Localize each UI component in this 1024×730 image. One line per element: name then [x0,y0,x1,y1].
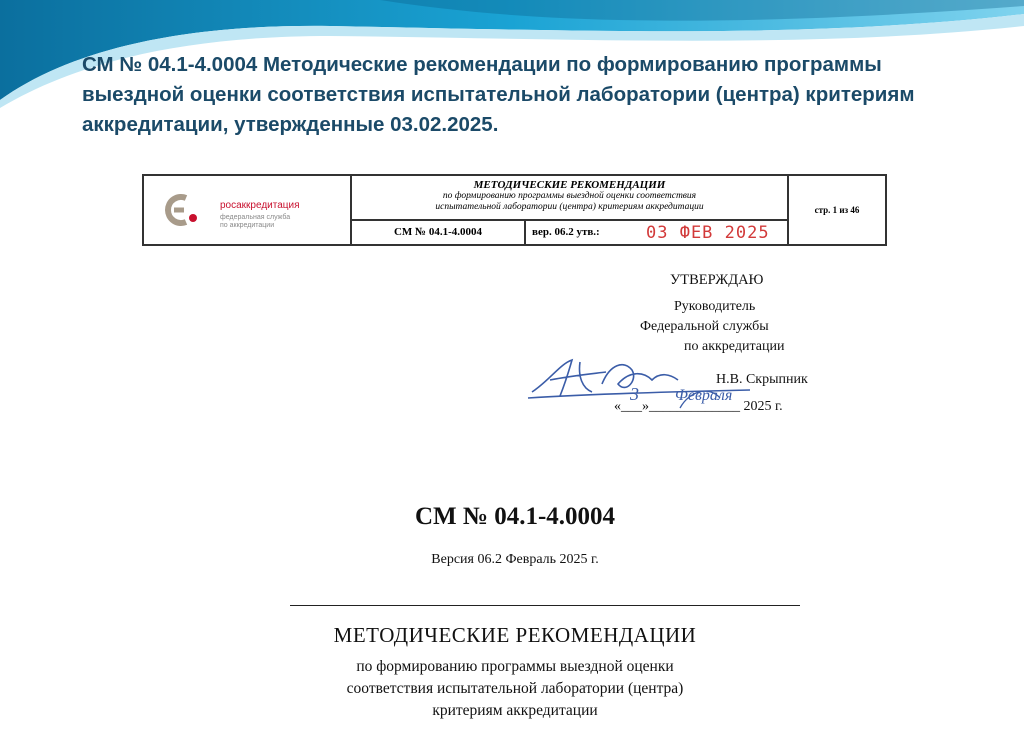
title-divider [290,605,800,606]
slide-title: СМ № 04.1-4.0004 Методические рекомендации по формированию программы выездной оценки соответствия испытательной лаборатории (центра) критериям аккредитации, утвержденные 03.02.2025. [82,53,915,136]
document-number: СМ № 04.1-4.0004 [414,503,616,530]
header-document-kind: МЕТОДИЧЕСКИЕ РЕКОМЕНДАЦИИ [473,179,666,191]
document-subject-line-3: критериям аккредитации [432,702,598,719]
header-version: вер. 06.2 утв.: [532,226,600,238]
header-document-number: СМ № 04.1-4.0004 [352,221,526,244]
approval-date-day: 3 [630,384,639,404]
logo-name: росаккредитация [220,200,300,211]
document-kind: МЕТОДИЧЕСКИЕ РЕКОМЕНДАЦИИ [333,623,697,647]
approver-name: Н.В. Скрыпник [716,372,808,387]
approval-title: УТВЕРЖДАЮ [670,272,764,288]
approval-date-month: Февраля [675,387,733,404]
approval-organization: Федеральной службы [640,319,769,334]
header-document-kind-cell [352,176,789,221]
document-subject-line-1: по формированию программы выездной оценки [356,658,674,675]
document-scan [130,170,900,730]
header-subject-line-1: по формированию программы выездной оценки соответствия [442,191,697,201]
rosaccreditation-logo-icon [162,192,198,228]
approval-date-stamp: 03 ФЕВ 2025 [646,223,770,243]
header-version-cell [526,221,789,244]
header-subject-line-2: испытательной лаборатории (центра) критериям аккредитации [435,202,704,212]
approval-department: по аккредитации [684,339,785,354]
document-header-table [142,174,887,246]
approval-role: Руководитель [674,299,756,314]
approval-date-line: «___»_____________ 2025 г. [614,399,783,414]
logo-cell [144,176,352,244]
document-subject-line-2: соответствия испытательной лаборатории (центра) [346,680,684,697]
logo-subtitle: федеральная служба по аккредитации [220,214,291,229]
header-page-number: стр. 1 из 46 [814,205,860,215]
document-version: Версия 06.2 Февраль 2025 г. [431,552,599,567]
